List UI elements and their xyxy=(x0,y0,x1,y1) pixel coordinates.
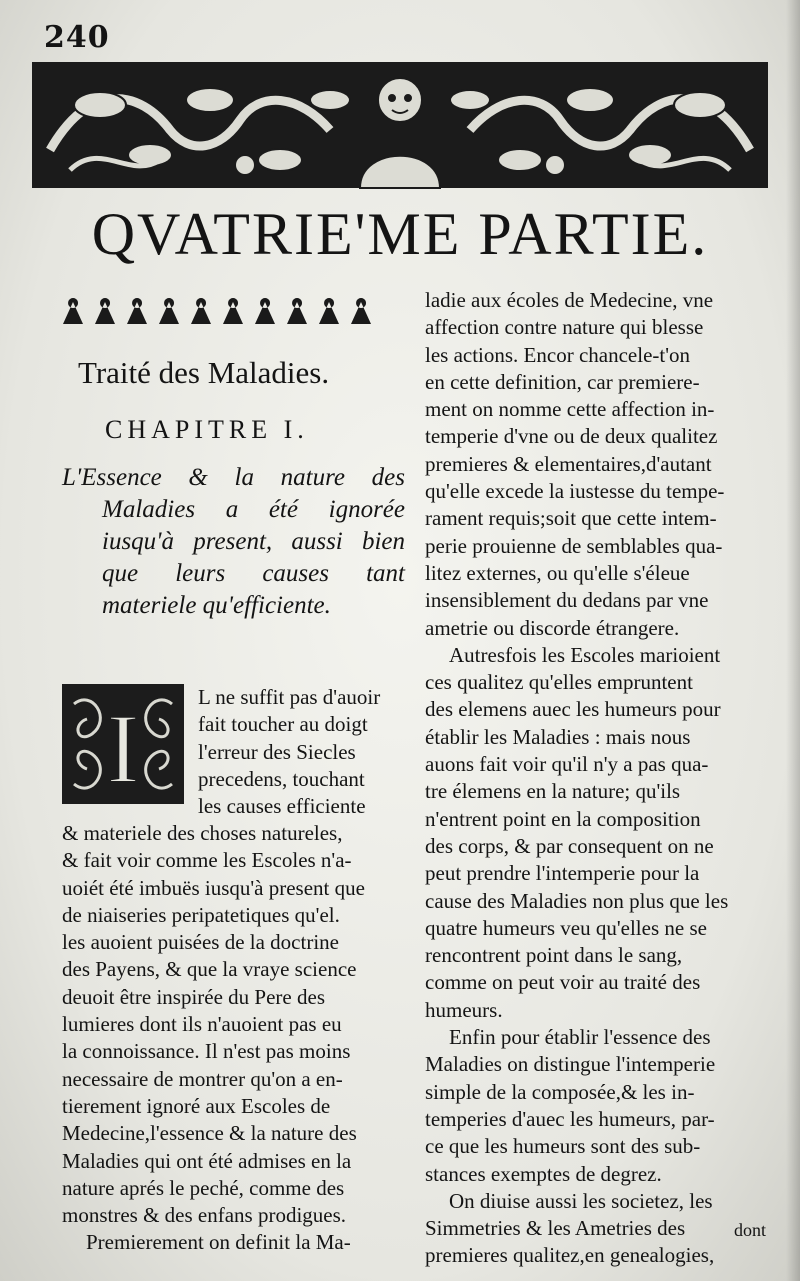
text-line: & materiele des choses natureles, xyxy=(62,821,343,845)
opening-line: precedens, touchant xyxy=(198,766,365,791)
text-line: temperie d'vne ou de deux qualitez xyxy=(425,424,718,449)
text-line: Autresfois les Escoles marioient xyxy=(449,642,721,667)
text-line: comme on peut voir au traité des xyxy=(425,970,701,995)
text-line: ment on nomme cette affection in- xyxy=(425,397,715,422)
text-line: la connoissance. Il n'est pas moins xyxy=(62,1039,351,1064)
text-line: des elemens auec les humeurs pour xyxy=(425,697,721,722)
text-line: Medecine,l'essence & la nature des xyxy=(62,1121,357,1146)
text-line: ces qualitez qu'elles empruntent xyxy=(425,670,693,695)
decorated-dropcap-initial xyxy=(62,684,184,804)
text-line: en cette definition, car premiere- xyxy=(425,369,700,394)
chapter-heading: CHAPITRE I. xyxy=(105,415,309,444)
text-line: rament requis;soit que cette intem- xyxy=(425,506,717,531)
left-column-text xyxy=(62,820,405,1257)
part-title: QVATRIE'ME PARTIE. xyxy=(91,201,709,267)
text-line: des corps, & par consequent on ne xyxy=(425,833,714,858)
text-line: Simmetries & les Ametries des xyxy=(425,1216,686,1241)
text-line: peut prendre l'intemperie pour la xyxy=(425,861,700,886)
text-line: & fait voir comme les Escoles n'a- xyxy=(62,848,352,873)
opening-line: l'erreur des Siecles xyxy=(198,739,356,764)
text-line: monstres & des enfans prodigues. xyxy=(62,1203,347,1228)
treatise-heading: Traité des Maladies. xyxy=(78,355,330,390)
fleuron-border-ornament xyxy=(58,296,388,326)
chapter-summary-text: L'Essence & la nature des Maladies a été ignorée iusqu'à present, aussi bien que leurs causes tant materiele qu'efficiente. xyxy=(62,464,405,619)
text-line: Premierement on definit la Ma- xyxy=(86,1230,351,1255)
text-line: ce que les humeurs sont des sub- xyxy=(425,1134,701,1159)
text-line: ametrie ou discorde étrangere. xyxy=(425,615,680,640)
opening-lines xyxy=(198,684,405,820)
dropcap-letter: I xyxy=(106,693,140,804)
text-line: qu'elle excede la iustesse du tempe- xyxy=(425,479,725,504)
opening-line: fait toucher au doigt xyxy=(198,712,368,737)
text-line: établir les Maladies : mais nous xyxy=(425,724,691,749)
text-line: les auoient puisées de la doctrine xyxy=(62,930,339,955)
right-column-text xyxy=(425,287,770,1270)
text-line: premieres & elementaires,d'autant xyxy=(425,451,712,476)
text-line: cause des Maladies non plus que les xyxy=(425,888,729,913)
text-line: lumieres dont ils n'auoient pas eu xyxy=(62,1012,342,1037)
text-line: uoiét été imbuës iusqu'à present que xyxy=(62,875,365,900)
text-line: des Payens, & que la vraye science xyxy=(62,957,357,982)
text-line: necessaire de montrer qu'on a en- xyxy=(62,1066,343,1091)
text-line: temperies d'auec les humeurs, par- xyxy=(425,1106,715,1131)
text-line: premieres qualitez,en genealogies, xyxy=(425,1243,715,1268)
text-line: tre élemens en la nature; qu'ils xyxy=(425,779,681,804)
text-line: deuoit être inspirée du Pere des xyxy=(62,984,325,1009)
text-line: n'entrent point en la composition xyxy=(425,806,701,831)
text-line: simple de la composée,& les in- xyxy=(425,1079,695,1104)
woodcut-headpiece-ornament xyxy=(30,60,770,190)
catchword: dont xyxy=(733,1220,766,1240)
page-number: 240 xyxy=(44,20,110,55)
text-line: tierement ignoré aux Escoles de xyxy=(62,1093,331,1118)
text-line: auons fait voir qu'il n'y a pas qua- xyxy=(425,752,709,777)
text-line: affection contre nature qui blesse xyxy=(425,315,704,340)
text-line: insensiblement du dedans par vne xyxy=(425,588,709,613)
text-line: Maladies qui ont été admises en la xyxy=(62,1148,352,1173)
opening-line: les causes efficiente xyxy=(198,794,366,819)
text-line: quatre humeurs veu qu'elles ne se xyxy=(425,915,707,940)
text-line: On diuise aussi les societez, les xyxy=(449,1188,713,1213)
text-line: Enfin pour établir l'essence des xyxy=(449,1025,711,1050)
text-line: Maladies on distingue l'intemperie xyxy=(425,1052,716,1077)
text-line: perie prouienne de semblables qua- xyxy=(425,533,723,558)
opening-line: L ne suffit pas d'auoir xyxy=(198,685,381,709)
page-edge-shadow xyxy=(786,0,800,1281)
text-line: nature aprés le peché, comme des xyxy=(62,1175,345,1200)
text-line: rencontrent point dans le sang, xyxy=(425,943,683,968)
text-line: stances exemptes de degrez. xyxy=(425,1161,662,1186)
text-line: de niaiseries peripatetiques qu'el. xyxy=(62,902,340,927)
text-line: humeurs. xyxy=(425,997,503,1022)
text-line: les actions. Encor chancele-t'on xyxy=(425,342,691,367)
chapter-summary xyxy=(62,462,405,622)
text-line: ladie aux écoles de Medecine, vne xyxy=(425,288,714,312)
text-line: litez externes, ou qu'elle s'éleue xyxy=(425,560,690,585)
